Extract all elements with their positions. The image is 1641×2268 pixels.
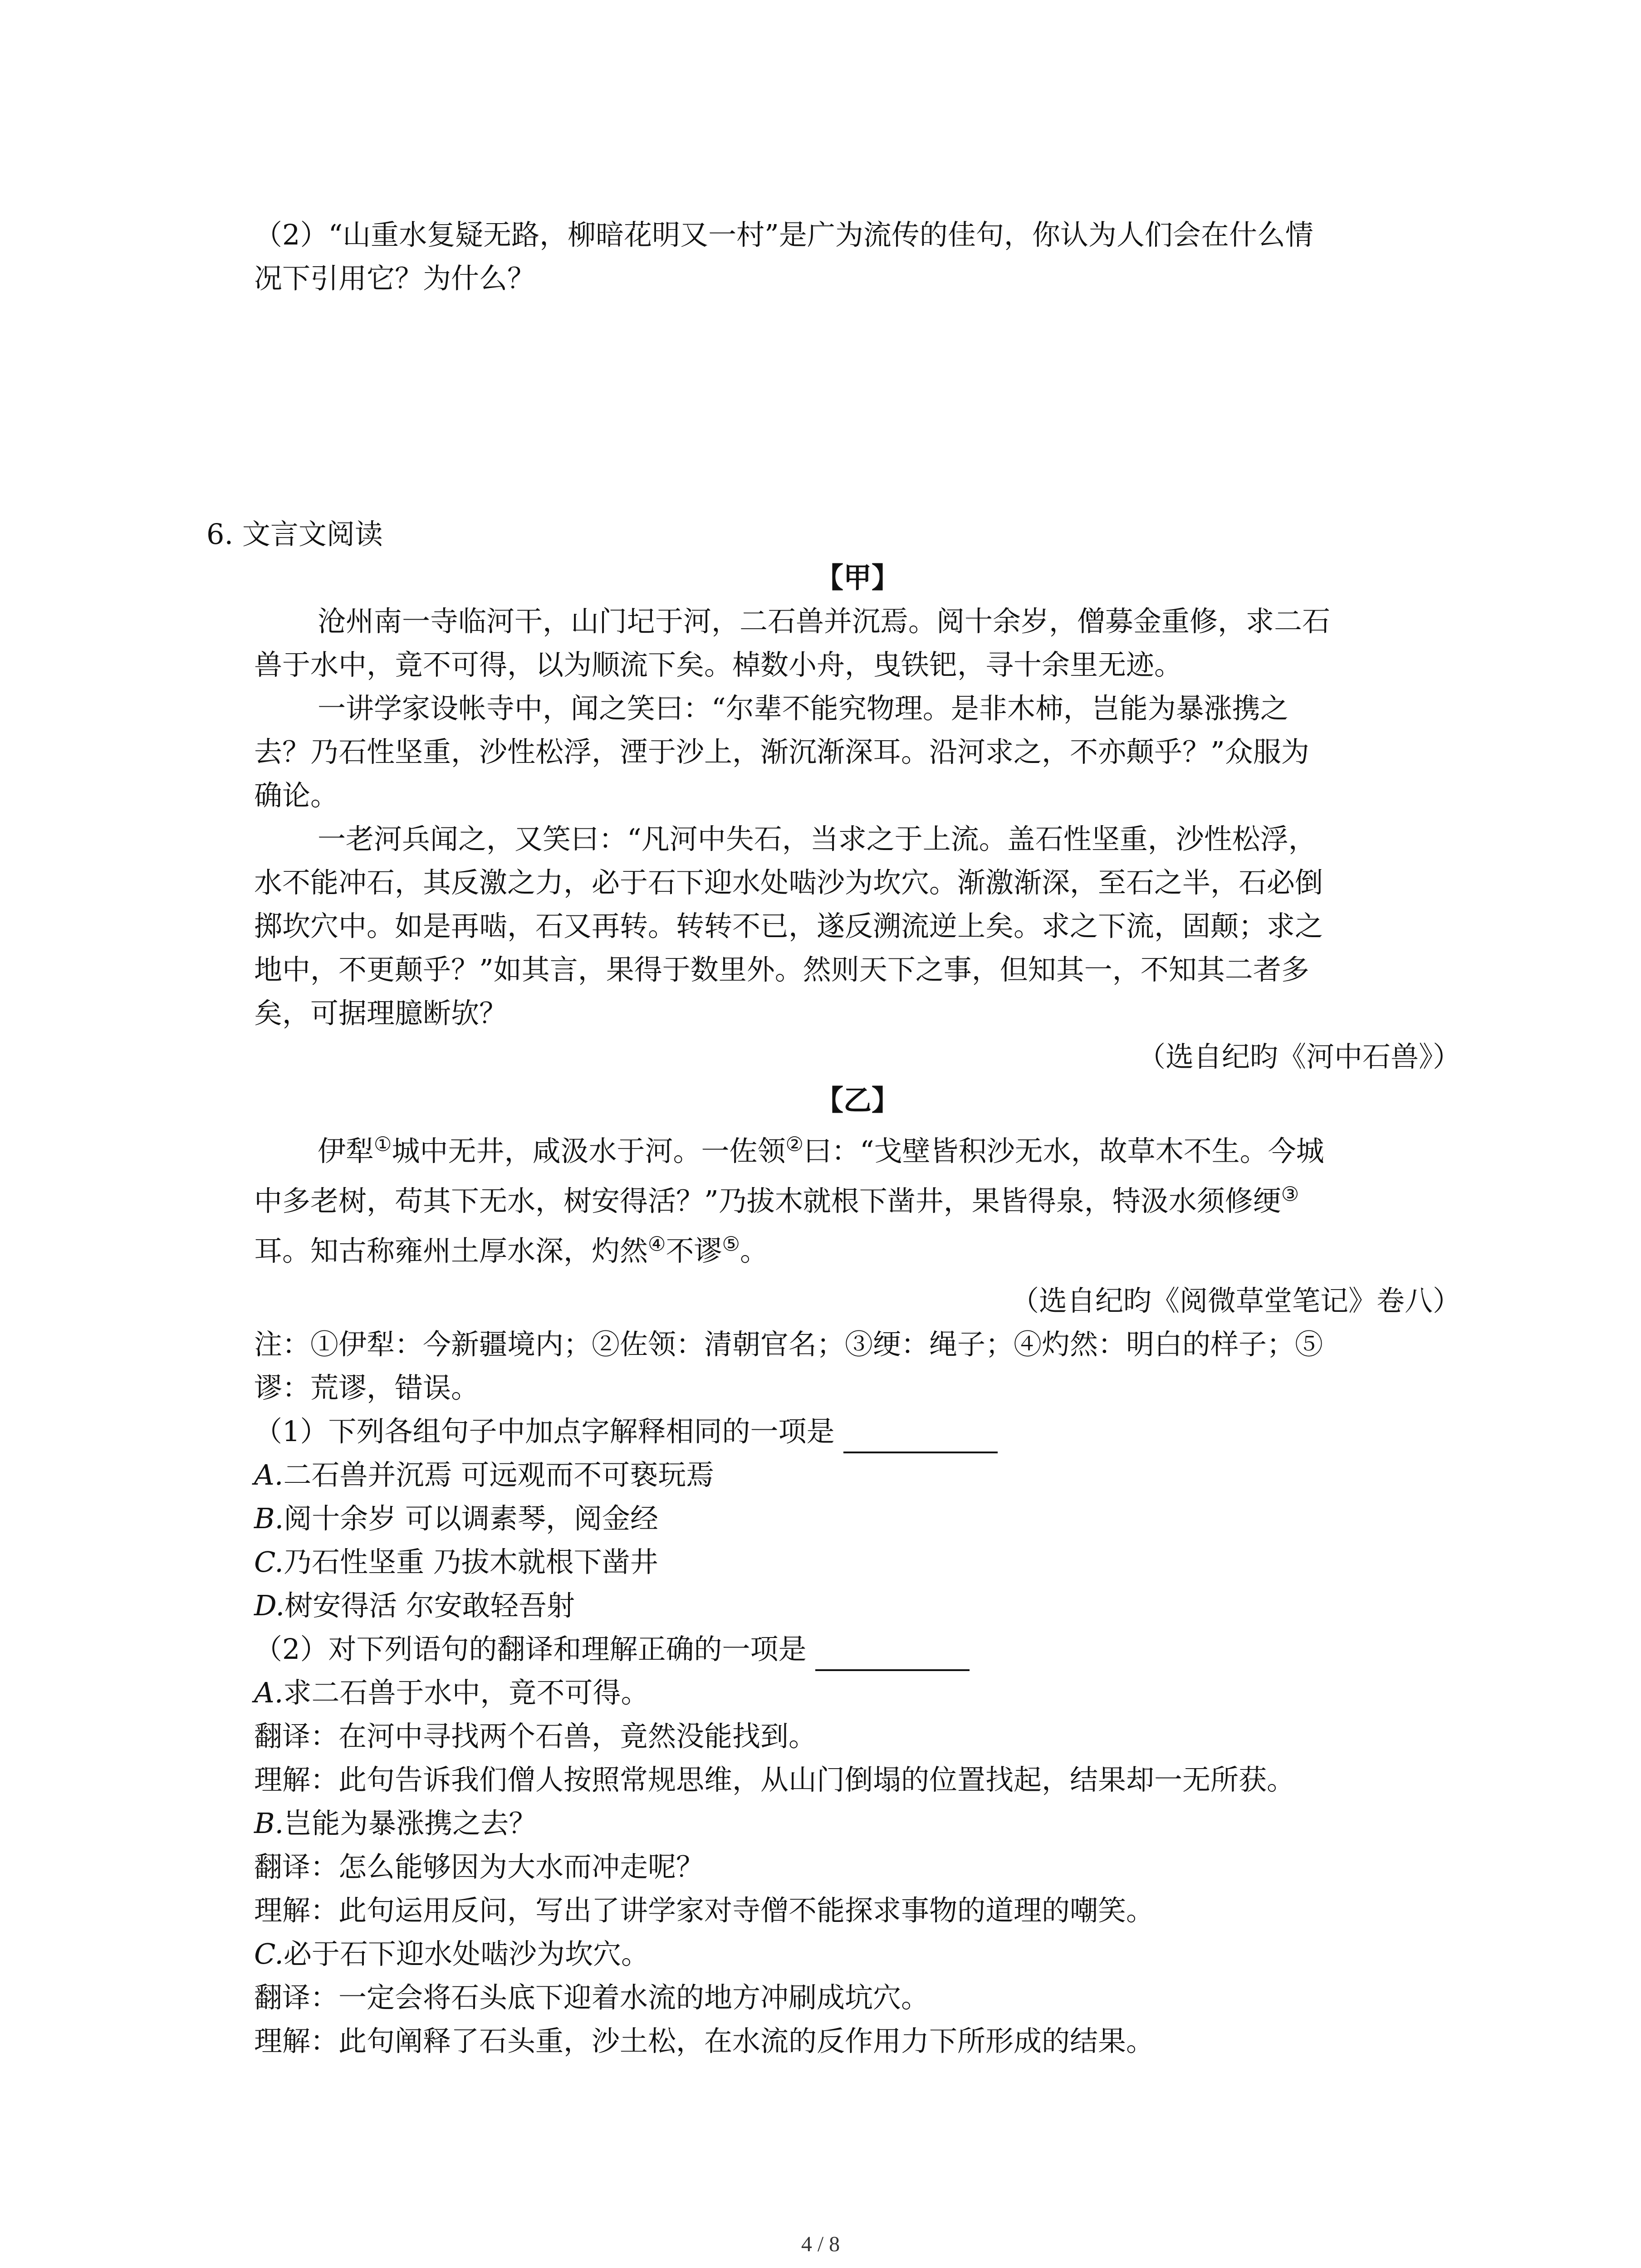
notes-line-2: 谬：荒谬，错误。: [254, 1371, 480, 1404]
jia-source: （选自纪昀《河中石兽》）: [1137, 1040, 1461, 1073]
option-text: 阅十余岁 可以调素琴，阅金经: [284, 1502, 658, 1535]
jia-line-7: 水不能冲石，其反激之力，必于石下迎水处啮沙为坎穴。渐激渐深，至石之半，石必倒: [254, 866, 1323, 899]
q6-title: 6. 文言文阅读: [206, 518, 383, 551]
sub1-option-b: [254, 1497, 1461, 1540]
sub1-stem-text: （1）下列各组句子中加点字解释相同的一项是: [254, 1415, 835, 1448]
jia-line-9: 地中，不更颠乎？”如其言，果得于数里外。然则天下之事，但知其一，不知其二者多: [254, 953, 1309, 986]
q5-part2-line-1: （2）“山重水复疑无路，柳暗花明又一村”是广为流传的佳句，你认为人们会在什么情: [254, 218, 1313, 251]
note-marker: ⑤: [722, 1232, 740, 1256]
jia-line-4: 去？乃石性坚重，沙性松浮，湮于沙上，渐沉渐深耳。沿河求之，不亦颠乎？”众服为: [254, 735, 1309, 768]
note-marker: ②: [785, 1133, 803, 1156]
sub1-stem: [254, 1410, 1461, 1453]
jia-line-5: 确论。: [254, 779, 339, 812]
option-text: 必于石下迎水处啮沙为坎穴。: [283, 1937, 649, 1970]
sub1-option-a: [254, 1453, 1461, 1497]
jia-heading: 【甲】: [815, 561, 900, 594]
note-marker: ③: [1281, 1183, 1299, 1206]
sub1-option-c: [254, 1540, 1461, 1584]
option-letter: D.: [254, 1589, 285, 1622]
option-text: 岂能为暴涨携之去？: [284, 1807, 537, 1840]
jia-line-1: 沧州南一寺临河干，山门圮于河，二石兽并沉焉。阅十余岁，僧募金重修，求二石: [318, 605, 1331, 638]
q5-part2-line-2: 况下引用它？为什么？: [254, 262, 536, 295]
option-text: 求二石兽于水中，竟不可得。: [283, 1676, 649, 1709]
option-letter: A.: [254, 1458, 284, 1491]
yi-source: （选自纪昀《阅微草堂笔记》卷八）: [1010, 1284, 1461, 1317]
sub2-option-b: [254, 1802, 1461, 1845]
note-marker: ④: [648, 1232, 666, 1256]
sub2-c-translation: 翻译：一定会将石头底下迎着水流的地方冲刷成坑穴。: [254, 1981, 930, 2014]
jia-line-10: 矣，可据理臆断欤？: [254, 997, 508, 1030]
yi-line-1: [318, 1129, 1524, 1173]
sub1-option-d: [254, 1584, 1461, 1628]
sub2-b-translation: 翻译：怎么能够因为大水而冲走呢？: [254, 1850, 705, 1883]
option-letter: A.: [254, 1676, 284, 1709]
yi-text: 中多老树，苟其下无水，树安得活？”乃拔木就根下凿井，果皆得泉，特汲水须修绠: [254, 1184, 1281, 1217]
option-letter: B.: [254, 1807, 284, 1840]
jia-line-6: 一老河兵闻之，又笑曰：“凡河中失石，当求之于上流。盖石性坚重，沙性松浮，: [318, 822, 1317, 855]
option-text: 二石兽并沉焉 可远观而不可亵玩焉: [283, 1458, 715, 1491]
answer-blank[interactable]: [843, 1420, 998, 1453]
yi-text: 。: [740, 1234, 768, 1267]
page-number: 4 / 8: [801, 2232, 840, 2256]
jia-line-8: 掷坎穴中。如是再啮，石又再转。转转不已，遂反溯流逆上矣。求之下流，固颠；求之: [254, 909, 1323, 943]
sub2-b-understanding: 理解：此句运用反问，写出了讲学家对寺僧不能探求事物的道理的嘲笑。: [254, 1894, 1155, 1927]
note-marker: ①: [374, 1133, 392, 1156]
notes-line-1: 注：①伊犁：今新疆境内；②佐领：清朝官名；③绠：绳子；④灼然：明白的样子；⑤: [254, 1328, 1323, 1361]
option-letter: B.: [254, 1502, 284, 1535]
yi-line-2: [254, 1179, 1461, 1223]
jia-line-3: 一讲学家设帐寺中，闻之笑曰：“尔辈不能究物理。是非木柿，岂能为暴涨携之: [318, 692, 1288, 725]
yi-text: 曰：“戈壁皆积沙无水，故草木不生。今城: [803, 1134, 1324, 1168]
yi-text: 伊犁: [318, 1134, 374, 1168]
jia-line-2: 兽于水中，竟不可得，以为顺流下矣。棹数小舟，曳铁钯，寻十余里无迹。: [254, 648, 1183, 681]
yi-text: 城中无井，咸汲水于河。一佐领: [392, 1134, 786, 1168]
yi-line-3: [254, 1229, 1461, 1273]
sub2-option-a: [254, 1671, 1461, 1715]
sub2-stem-text: （2）对下列语句的翻译和理解正确的一项是: [254, 1633, 807, 1666]
sub2-a-translation: 翻译：在河中寻找两个石兽，竟然没能找到。: [254, 1720, 817, 1753]
option-text: 树安得活 尔安敢轻吾射: [284, 1589, 575, 1622]
sub2-option-c: [254, 1932, 1461, 1976]
yi-text: 不谬: [666, 1234, 722, 1267]
sub2-stem: [254, 1628, 1461, 1671]
option-letter: C.: [254, 1937, 284, 1970]
yi-text: 耳。知古称雍州土厚水深，灼然: [254, 1234, 648, 1267]
yi-heading: 【乙】: [815, 1084, 900, 1117]
option-text: 乃石性坚重 乃拔木就根下凿井: [283, 1545, 658, 1579]
option-letter: C.: [254, 1545, 284, 1579]
answer-blank[interactable]: [815, 1637, 970, 1671]
sub2-c-understanding: 理解：此句阐释了石头重，沙土松，在水流的反作用力下所形成的结果。: [254, 2024, 1155, 2058]
sub2-a-understanding: 理解：此句告诉我们僧人按照常规思维，从山门倒塌的位置找起，结果却一无所获。: [254, 1763, 1295, 1796]
